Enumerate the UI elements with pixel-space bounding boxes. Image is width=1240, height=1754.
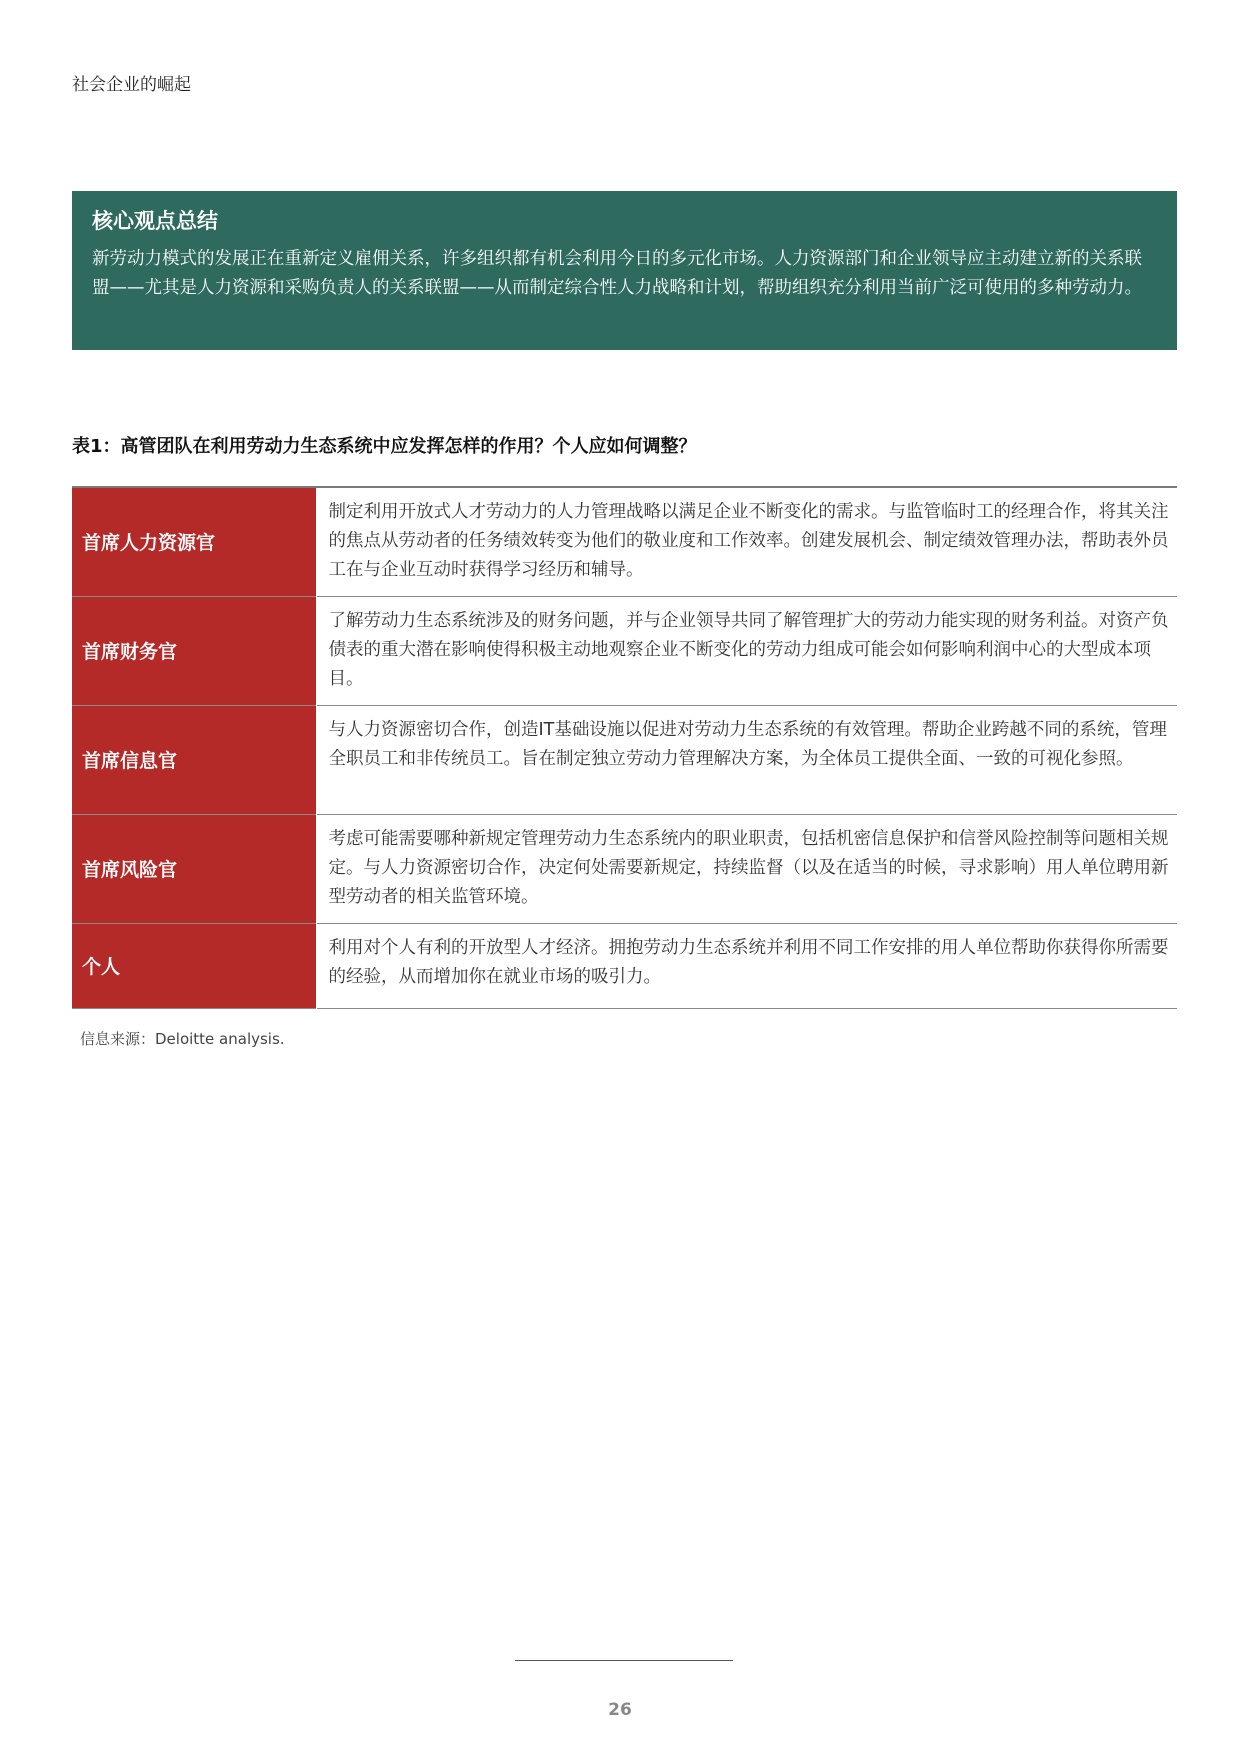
table-row xyxy=(72,596,1177,705)
description-cell: 制定利用开放式人才劳动力的人力管理战略以满足企业不断变化的需求。与监管临时工的经理合作，将其关注的焦点从劳动者的任务绩效转变为他们的敬业度和工作效率。创建发展机会、制定绩效管理办法，帮助表外员工在与企业互动时获得学习经历和辅导。 xyxy=(328,502,1169,580)
role-cell: 首席信息官 xyxy=(72,705,316,814)
description-cell: 与人力资源密切合作，创造IT基础设施以促进对劳动力生态系统的有效管理。帮助企业跨越不同的系统，管理全职员工和非传统员工。旨在制定独立劳动力管理解决方案，为全体员工提供全面、一致的可视化参照。 xyxy=(328,719,1167,769)
summary-body: 新劳动力模式的发展正在重新定义雇佣关系，许多组织都有机会利用今日的多元化市场。人力资源部门和企业领导应主动建立新的关系联盟——尤其是人力资源和采购负责人的关系联盟——从而制定综合性人力战略和计划，帮助组织充分利用当前广泛可使用的多种劳动力。 xyxy=(92,249,1142,298)
description-cell: 了解劳动力生态系统涉及的财务问题，并与企业领导共同了解管理扩大的劳动力能实现的财务利益。对资产负债表的重大潜在影响使得积极主动地观察企业不断变化的劳动力组成可能会如何影响利润中心的大型成本项目。 xyxy=(328,610,1169,689)
summary-box xyxy=(72,191,1177,350)
page-number: 26 xyxy=(608,1700,632,1720)
role-cell: 首席风险官 xyxy=(72,814,316,923)
running-header: 社会企业的崛起 xyxy=(72,75,191,95)
summary-title: 核心观点总结 xyxy=(92,209,218,233)
role-cell: 首席财务官 xyxy=(72,596,316,705)
table-row xyxy=(72,487,1177,596)
table-row xyxy=(72,923,1177,1008)
table-row xyxy=(72,705,1177,814)
role-cell: 个人 xyxy=(72,923,316,1008)
roles-table xyxy=(72,486,1177,1009)
table-row xyxy=(72,814,1177,923)
footer-divider xyxy=(515,1660,733,1661)
description-cell: 考虑可能需要哪种新规定管理劳动力生态系统内的职业职责，包括机密信息保护和信誉风险控制等问题相关规定。与人力资源密切合作，决定何处需要新规定，持续监督（以及在适当的时候，寻求影响）用人单位聘用新型劳动者的相关监管环境。 xyxy=(328,828,1169,907)
role-cell: 首席人力资源官 xyxy=(72,487,316,596)
source-note: 信息来源：Deloitte analysis. xyxy=(80,1030,285,1048)
description-cell: 利用对个人有利的开放型人才经济。拥抱劳动力生态系统并利用不同工作安排的用人单位帮助你获得你所需要的经验，从而增加你在就业市场的吸引力。 xyxy=(328,937,1169,987)
table-caption: 表1：高管团队在利用劳动力生态系统中应发挥怎样的作用？个人应如何调整？ xyxy=(72,436,697,457)
